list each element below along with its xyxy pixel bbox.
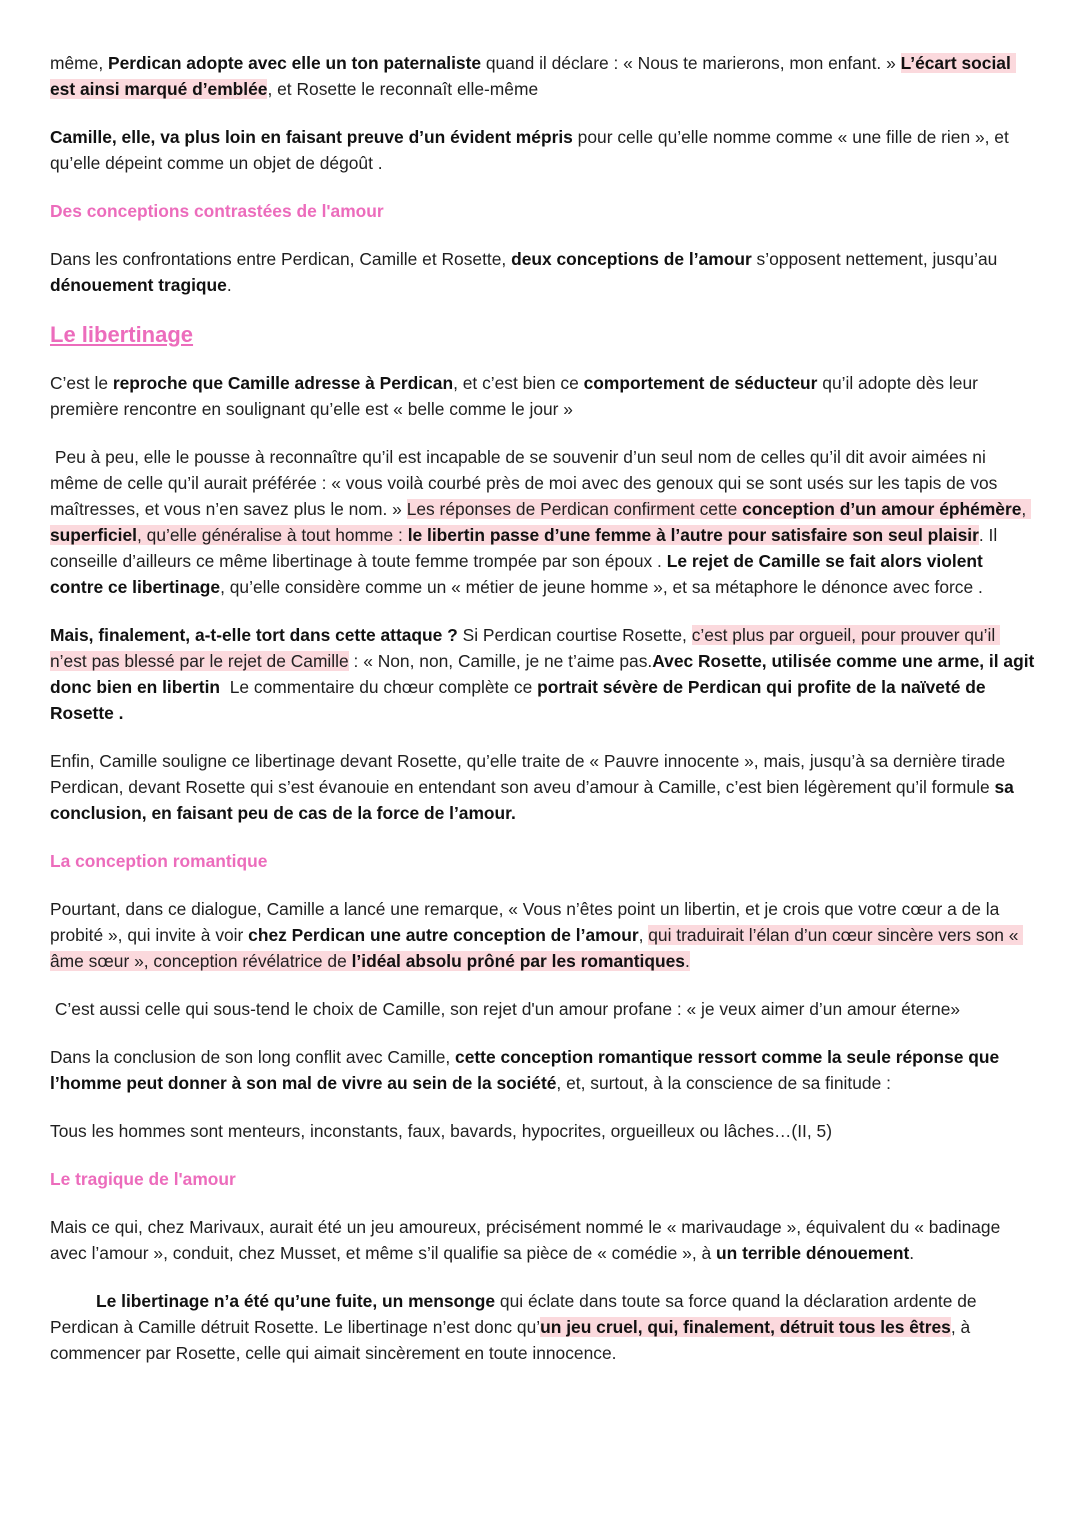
bold-text: Mais, finalement, a-t-elle tort dans cette attaque ? xyxy=(50,625,458,645)
text-run: , qu’elle considère comme un « métier de jeune homme », et sa métaphore le dénonce avec force . xyxy=(220,577,983,597)
text-run: qu’il adopte dès leur première rencontre en soulignant qu’elle est « belle comme le jour » xyxy=(50,373,983,419)
text-run: : « Non, non, Camille, je ne t’aime pas. xyxy=(348,651,653,671)
paragraph xyxy=(50,1288,1035,1366)
text-run: Le tragique de l'amour xyxy=(50,1169,236,1189)
bold-text: Perdican adopte avec elle un ton paternaliste xyxy=(107,53,482,73)
text-run: . Il conseille d’ailleurs ce même libertinage à toute femme trompée par son époux . xyxy=(50,525,1003,571)
highlighted-text: l’idéal absolu prôné par les romantiques xyxy=(351,951,685,971)
paragraph xyxy=(50,1044,1035,1096)
highlighted-text: Les réponses de Perdican confirment cette xyxy=(406,499,743,519)
text-run: , xyxy=(638,925,649,945)
paragraph xyxy=(50,50,1035,102)
bold-text: chez Perdican une autre conception de l’amour xyxy=(248,925,639,945)
bold-text: Le rejet de Camille se fait alors violent contre ce libertinage xyxy=(50,551,988,597)
text-run: quand il déclare : « Nous te marierons, mon enfant. » xyxy=(481,53,901,73)
highlighted-text: c’est plus par orgueil, pour prouver qu’il n’est pas blessé par le rejet de Camille xyxy=(50,625,1001,671)
text-run: , à commencer par Rosette, celle qui aimait sincèrement en toute innocence. xyxy=(50,1317,976,1363)
text-run: Dans les confrontations entre Perdican, Camille et Rosette, xyxy=(50,249,512,269)
text-run: Des conceptions contrastées de l'amour xyxy=(50,201,384,221)
text-run: Peu à peu, elle le pousse à reconnaître qu’il est incapable de se souvenir d’un seul nom de celles qu’il dit avoir aimées ni même de celle qu’il aurait préférée : « vous voilà courbé près de moi avec des genoux qui se sont usés sur les tapis de vos maîtresses, et vous n’en savez plus le nom. » xyxy=(50,447,1003,519)
highlighted-text: qui traduirait l’élan d’un cœur sincère vers son « âme sœur », conception révélatrice de xyxy=(50,925,1024,971)
bold-text: Camille, elle, va plus loin en faisant preuve d’un évident mépris xyxy=(50,127,573,147)
text-run: , et, surtout, à la conscience de sa finitude : xyxy=(556,1073,891,1093)
highlighted-text: . xyxy=(684,951,690,971)
paragraph xyxy=(50,246,1035,298)
highlighted-text: L’écart social est ainsi marqué d’emblée xyxy=(50,53,1016,99)
text-run: Le commentaire du chœur complète ce xyxy=(220,677,538,697)
text-run: Le libertinage xyxy=(50,322,194,347)
highlighted-text: un jeu cruel, qui, finalement, détruit tous les êtres xyxy=(540,1317,951,1337)
text-run: La conception romantique xyxy=(50,851,268,871)
text-run: , et c’est bien ce xyxy=(453,373,584,393)
text-run: pour celle qu’elle nomme comme « une fille de rien », et qu’elle dépeint comme un objet de dégoût . xyxy=(50,127,1019,173)
text-run: Pourtant, dans ce dialogue, Camille a lancé une remarque, « Vous n’êtes point un libertin, et je crois que votre cœur a de la probité », qui invite à voir xyxy=(50,899,1005,945)
text-run: Mais ce qui, chez Marivaux, aurait été un jeu amoureux, précisément nommé le « marivaudage », équivalent du « badinage avec l’amour », conduit, chez Musset, et même s’il qualifie sa pièce de « comédie », à xyxy=(50,1217,1006,1263)
text-run: Si Perdican courtise Rosette, xyxy=(457,625,692,645)
text-run: . xyxy=(226,275,232,295)
paragraph xyxy=(50,996,1035,1022)
bold-text: reproche que Camille adresse à Perdican xyxy=(112,373,454,393)
bold-text: Avec Rosette, utilisée comme une arme, il agit donc bien en libertin xyxy=(50,651,1040,697)
highlighted-text: , xyxy=(1021,499,1032,519)
text-run: Dans la conclusion de son long conflit avec Camille, xyxy=(50,1047,456,1067)
text-run: Tous les hommes sont menteurs, inconstants, faux, bavards, hypocrites, orgueilleux ou lâches…(II, 5) xyxy=(50,1121,832,1141)
text-run: , et Rosette le reconnaît elle-même xyxy=(267,79,539,99)
bold-text: sa conclusion, en faisant peu de cas de la force de l’amour. xyxy=(50,777,1019,823)
bold-text: Le libertinage n’a été qu’une fuite, un mensonge xyxy=(96,1291,496,1311)
paragraph xyxy=(50,1214,1035,1266)
bold-text: deux conceptions de l’amour xyxy=(511,249,752,269)
highlighted-text: superficiel xyxy=(50,525,137,545)
text-run: s’opposent nettement, jusqu’au xyxy=(751,249,1003,269)
bold-text: cette conception romantique ressort comme la seule réponse que l’homme peut donner à son mal de vivre au sein de la société xyxy=(50,1047,1004,1093)
bold-text: comportement de séducteur xyxy=(583,373,818,393)
bold-text: portrait sévère de Perdican qui profite de la naïveté de Rosette . xyxy=(50,677,991,723)
highlighted-text: conception d’un amour éphémère xyxy=(742,499,1022,519)
section-heading xyxy=(50,848,1035,874)
section-heading xyxy=(50,320,1035,350)
paragraph xyxy=(50,896,1035,974)
text-run: même, xyxy=(50,53,108,73)
highlighted-text: , qu’elle généralise à tout homme : xyxy=(137,525,408,545)
paragraph xyxy=(50,1118,1035,1144)
text-run: C’est le xyxy=(50,373,113,393)
bold-text: un terrible dénouement xyxy=(716,1243,910,1263)
bold-text: dénouement tragique xyxy=(50,275,227,295)
paragraph xyxy=(50,124,1035,176)
text-run: . xyxy=(909,1243,915,1263)
paragraph xyxy=(50,748,1035,826)
paragraph xyxy=(50,370,1035,422)
section-heading xyxy=(50,198,1035,224)
text-run: Enfin, Camille souligne ce libertinage devant Rosette, qu’elle traite de « Pauvre innocente », mais, jusqu’à sa dernière tirade Perdican, devant Rosette qui s’est évanouie en entendant son aveu d’amour à Camille, c’est bien légèrement qu’il formule xyxy=(50,751,1010,797)
text-run: C’est aussi celle qui sous-tend le choix de Camille, son rejet d'un amour profane : « je veux aimer d’un amour éterne» xyxy=(50,999,961,1019)
text-run: qui éclate dans toute sa force quand la déclaration ardente de Perdican à Camille détruit Rosette. Le libertinage n’est donc qu’ xyxy=(50,1291,982,1337)
paragraph xyxy=(50,444,1035,600)
document-body xyxy=(50,50,1040,1388)
highlighted-text: le libertin passe d’une femme à l’autre pour satisfaire son seul plaisir xyxy=(407,525,979,545)
paragraph xyxy=(50,622,1040,726)
section-heading xyxy=(50,1166,1035,1192)
